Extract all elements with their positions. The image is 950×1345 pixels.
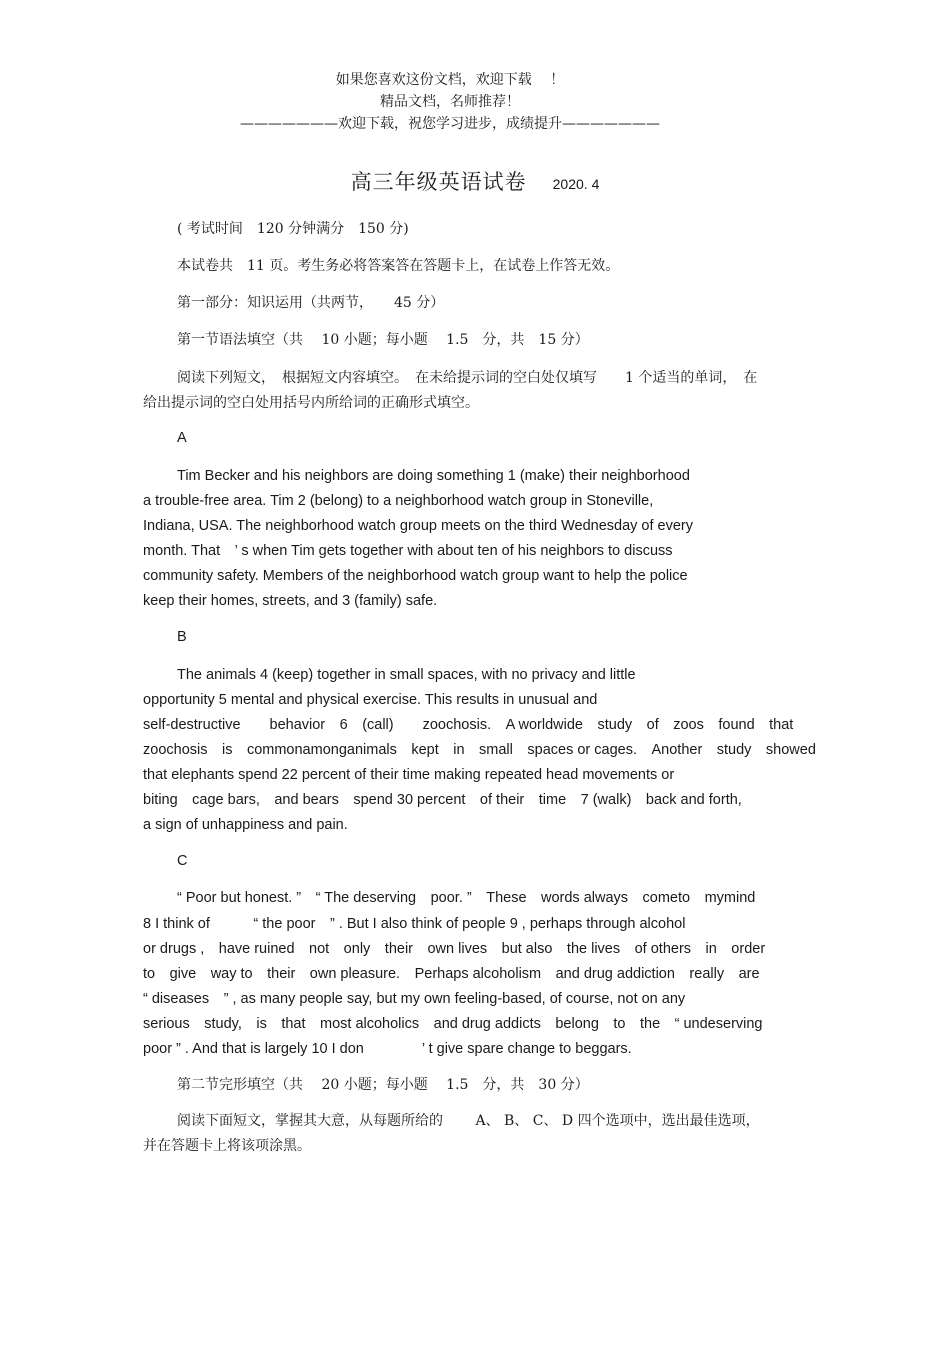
watermark-line-1: 如果您喜欢这份文档，欢迎下载 ！ [335, 72, 565, 88]
passage-c-line: to give way to their own pleasure. Perhaps alcoholism and drug addiction really are [143, 966, 760, 982]
passage-b-line: zoochosis is commonamonganimals kept in small spaces or cages. Another study showed [143, 742, 816, 758]
passage-a-label: A [177, 430, 187, 446]
passage-a-line: community safety. Members of the neighborhood watch group want to help the police [143, 568, 688, 584]
passage-b-line: that elephants spend 22 percent of their time making repeated head movements or [143, 767, 675, 783]
passage-c-line: serious study, is that most alcoholics and drug addicts belong to the “ undeserving [143, 1016, 763, 1032]
passage-a-line: keep their homes, streets, and 3 (family) safe. [143, 593, 438, 609]
passage-b-line: a sign of unhappiness and pain. [143, 817, 348, 833]
part1-heading: 第一部分：知识运用（共两节， 45 分） [177, 295, 445, 311]
passage-a-line: a trouble-free area. Tim 2 (belong) to a neighborhood watch group in Stoneville, [143, 493, 654, 509]
passage-c-line: poor ” . And that is largely 10 I don ’ t give spare change to beggars. [143, 1041, 632, 1057]
exam-date: 2020. 4 [552, 176, 600, 192]
passage-c-line: “ Poor but honest. ” “ The deserving poor. ” These words always cometo mymind [177, 890, 756, 906]
exam-title-row [0, 166, 950, 196]
passage-c-line: or drugs , have ruined not only their own lives but also the lives of others in order [143, 941, 766, 957]
passage-c-label: C [177, 853, 188, 869]
passage-b-line: opportunity 5 mental and physical exercise. This results in unusual and [143, 692, 598, 708]
passage-b-line: The animals 4 (keep) together in small spaces, with no privacy and little [177, 667, 636, 683]
passage-c-line: 8 I think of “ the poor ” . But I also think of people 9 , perhaps through alcohol [143, 916, 686, 932]
section2-heading: 第二节完形填空（共 20 小题；每小题 1.5 分，共 30 分） [177, 1077, 589, 1093]
passage-b-line: biting cage bars, and bears spend 30 percent of their time 7 (walk) back and forth, [143, 792, 742, 808]
time-info: ( 考试时间 120 分钟满分 150 分) [177, 221, 409, 237]
passage-a-line: Tim Becker and his neighbors are doing something 1 (make) their neighborhood [177, 468, 690, 484]
pages-info: 本试卷共 11 页。考生务必将答案答在答题卡上，在试卷上作答无效。 [177, 258, 620, 274]
watermark-line-3: ———————欢迎下载，祝您学习进步，成绩提升——————— [240, 116, 660, 132]
passage-a-line: month. That ’ s when Tim gets together with about ten of his neighbors to discuss [143, 543, 673, 559]
passage-a-line: Indiana, USA. The neighborhood watch group meets on the third Wednesday of every [143, 518, 694, 534]
section2-instructions-line-1: 阅读下面短文，掌握其大意，从每题所给的 A、 B、 C、 D 四个选项中，选出最佳选项， [177, 1113, 760, 1129]
section2-instructions-line-2: 并在答题卡上将该项涂黑。 [143, 1138, 311, 1154]
exam-title: 高三年级英语试卷 [350, 170, 527, 194]
instructions-line-2: 给出提示词的空白处用括号内所给词的正确形式填空。 [143, 395, 479, 411]
section1-heading: 第一节语法填空（共 10 小题；每小题 1.5 分，共 15 分） [177, 332, 589, 348]
passage-b-line: self-destructive behavior 6 (call) zoochosis. A worldwide study of zoos found that [143, 717, 794, 733]
watermark-line-2: 精品文档，名师推荐！ [380, 94, 520, 110]
passage-b-label: B [177, 629, 187, 645]
passage-c-line: “ diseases ” , as many people say, but my own feeling-based, of course, not on any [143, 991, 686, 1007]
instructions-line-1: 阅读下列短文， 根据短文内容填空。 在未给提示词的空白处仅填写 1 个适当的单词， 在 [177, 370, 758, 386]
